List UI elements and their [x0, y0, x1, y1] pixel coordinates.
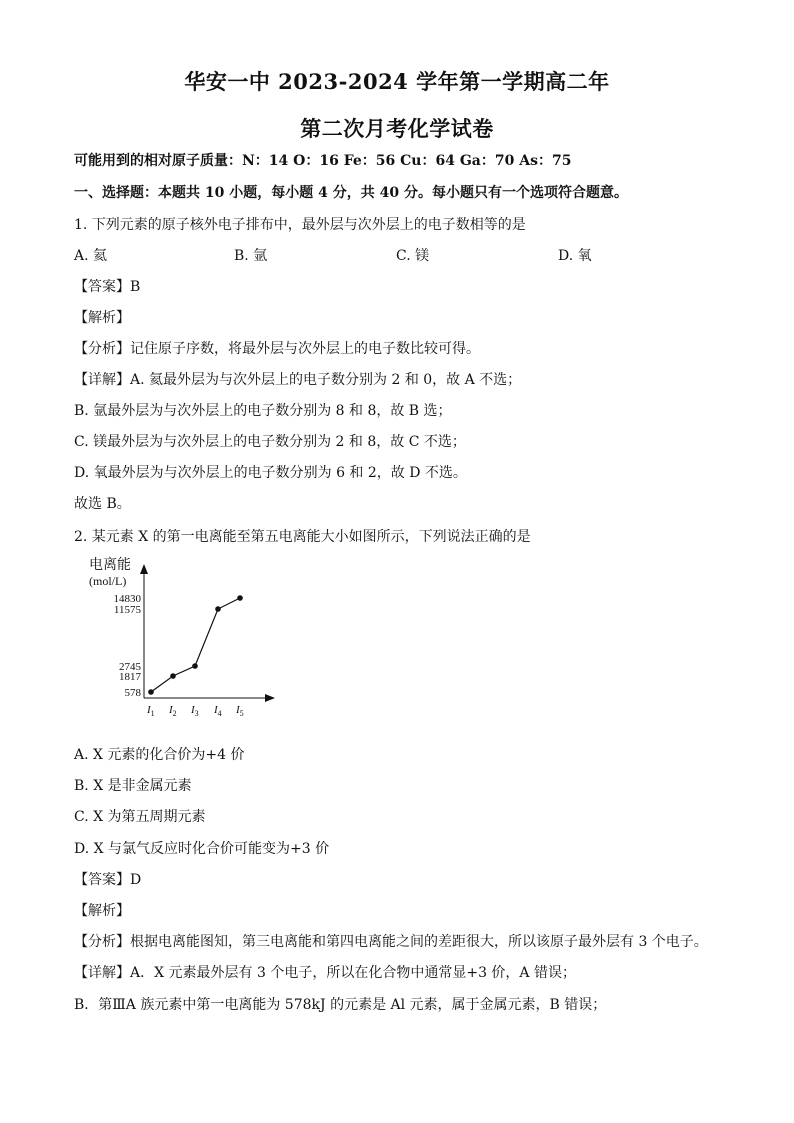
data-point: [170, 673, 176, 679]
y-tick-label: 14830: [113, 593, 141, 605]
x-tick-label: $I_1$: [147, 704, 155, 718]
q1-option-c: C. 镁: [396, 248, 430, 264]
q1-analysis-title: 【解析】: [74, 310, 130, 326]
q2-option-c: C. X 为第五周期元素: [74, 809, 206, 825]
data-point: [237, 595, 243, 601]
q1-answer: 【答案】B: [74, 279, 141, 295]
series-line: [151, 598, 240, 692]
q2-analysis-title: 【解析】: [74, 903, 130, 919]
data-point: [148, 689, 154, 695]
q1-detail-b: B. 氩最外层为与次外层上的电子数分别为 8 和 8，故 B 选；: [74, 403, 452, 419]
ionization-energy-chart: [85, 550, 285, 720]
q2-option-b: B. X 是非金属元素: [74, 778, 192, 794]
x-tick-label: $I_4$: [214, 704, 222, 718]
data-point: [192, 663, 198, 669]
q1-detail-a: 【详解】A. 氦最外层为与次外层上的电子数分别为 2 和 0，故 A 不选；: [74, 372, 522, 388]
x-tick-label: $I_2$: [169, 704, 177, 718]
chart-yunit: (mol/L): [89, 574, 127, 588]
atomic-masses: 可能用到的相对原子质量：N：14 O：16 Fe：56 Cu：64 Ga：70 As：75: [74, 153, 572, 169]
q1-option-d: D. 氧: [558, 248, 592, 264]
q2-fenxi: 【分析】根据电离能图知，第三电离能和第四电离能之间的差距很大，所以该原子最外层有 3 个电子。: [74, 934, 708, 950]
q2-detail-b: B．第ⅢA 族元素中第一电离能为 578kJ 的元素是 Al 元素，属于金属元素，B 错误；: [74, 997, 607, 1013]
q1-detail-d: D. 氧最外层为与次外层上的电子数分别为 6 和 2，故 D 不选。: [74, 465, 467, 481]
y-tick-label: 578: [124, 687, 141, 699]
chart-ylabel: 电离能: [89, 558, 131, 573]
q1-fenxi: 【分析】记住原子序数，将最外层与次外层上的电子数比较可得。: [74, 341, 480, 357]
q2-answer: 【答案】D: [74, 872, 142, 888]
x-tick-label: $I_5$: [236, 704, 244, 718]
y-axis-arrow: [140, 564, 148, 574]
data-point: [215, 606, 221, 612]
q2-option-a: A. X 元素的化合价为+4 价: [74, 747, 245, 763]
paper-title-line1: 华安一中 2023-2024 学年第一学期高二年: [184, 69, 610, 94]
y-tick-label: 11575: [113, 604, 141, 616]
paper-title-line2: 第二次月考化学试卷: [300, 116, 494, 141]
section-heading: 一、选择题：本题共 10 小题，每小题 4 分，共 40 分。每小题只有一个选项符合题意。: [74, 185, 628, 201]
y-tick-label: 1817: [119, 671, 141, 683]
q1-conclusion: 故选 B。: [74, 496, 131, 512]
y-tick-label: 2745: [119, 661, 141, 673]
q1-stem: 1. 下列元素的原子核外电子排布中，最外层与次外层上的电子数相等的是: [74, 217, 526, 233]
q2-stem: 2. 某元素 X 的第一电离能至第五电离能大小如图所示，下列说法正确的是: [74, 529, 531, 545]
q1-option-a: A. 氦: [74, 248, 108, 264]
q2-detail-a: 【详解】A．X 元素最外层有 3 个电子，所以在化合物中通常显+3 价，A 错误；: [74, 965, 576, 981]
x-axis-arrow: [265, 694, 275, 702]
q1-detail-c: C. 镁最外层为与次外层上的电子数分别为 2 和 8，故 C 不选；: [74, 434, 466, 450]
q2-option-d: D. X 与氯气反应时化合价可能变为+3 价: [74, 841, 330, 857]
x-tick-label: $I_3$: [191, 704, 199, 718]
q1-option-b: B. 氩: [234, 248, 268, 264]
